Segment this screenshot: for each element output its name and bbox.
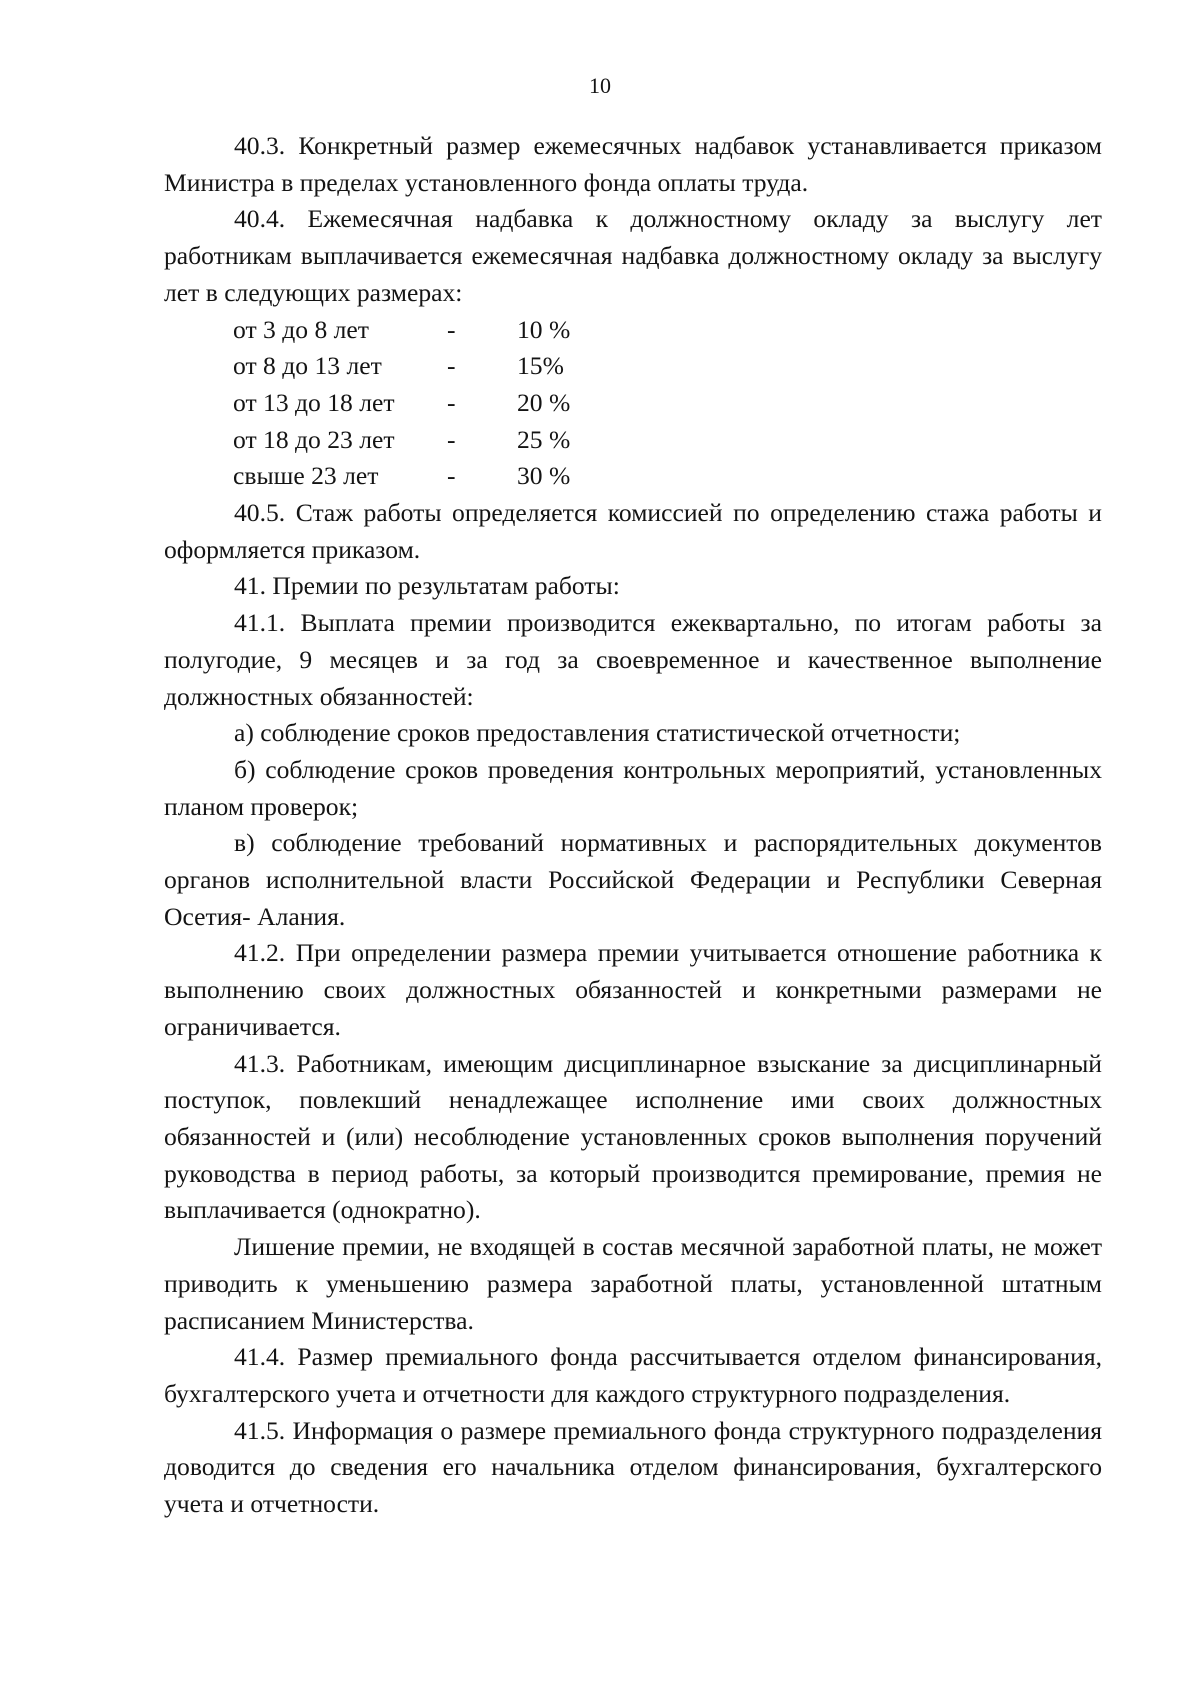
paragraph-41-4: 41.4. Размер премиального фонда рассчитывается отделом финансирования, бухгалтерского учета и отчетности для каждого структурного подразделения. xyxy=(164,1342,1102,1408)
tenure-row xyxy=(233,458,637,495)
tenure-percent: 30 % xyxy=(517,461,571,491)
tenure-percent: 15% xyxy=(517,351,564,381)
tenure-row xyxy=(233,422,637,459)
document-body xyxy=(164,128,1102,1523)
tenure-period: от 3 до 8 лет xyxy=(233,314,369,344)
tenure-period: от 8 до 13 лет xyxy=(233,351,382,381)
paragraph-40-3: 40.3. Конкретный размер ежемесячных надбавок устанавливается приказом Министра в пределах установленного фонда оплаты труда. xyxy=(164,131,1102,197)
tenure-dash: - xyxy=(447,387,456,417)
paragraph-41-1-v: в) соблюдение требований нормативных и распорядительных документов органов исполнительной власти Российской Федерации и Республики Северная Осетия- Алания. xyxy=(164,828,1102,931)
tenure-dash: - xyxy=(447,351,456,381)
tenure-allowance-table xyxy=(233,312,637,496)
paragraph-41-1-a: а) соблюдение сроков предоставления статистической отчетности; xyxy=(234,718,961,748)
paragraph-40-5: 40.5. Стаж работы определяется комиссией по определению стажа работы и оформляется приказом. xyxy=(164,498,1102,564)
paragraph-41-3: 41.3. Работникам, имеющим дисциплинарное взыскание за дисциплинарный поступок, повлекший ненадлежащее исполнение ими своих должностных обязанностей и (или) несоблюдение установленных сроков выполнения поручений руководства в период работы, за который производится премирование, премия не выплачивается (однократно). xyxy=(164,1048,1102,1225)
tenure-row xyxy=(233,385,637,422)
page-number: 10 xyxy=(589,73,611,98)
tenure-percent: 10 % xyxy=(517,314,571,344)
paragraph-41-5: 41.5. Информация о размере премиального фонда структурного подразделения доводится до сведения его начальника отделом финансирования, бухгалтерского учета и отчетности. xyxy=(164,1415,1102,1519)
tenure-percent: 25 % xyxy=(517,424,571,454)
paragraph-bonus-deprivation: Лишение премии, не входящей в состав месячной заработной платы, не может приводить к уменьшению размера заработной платы, установленной штатным расписанием Министерства. xyxy=(164,1232,1102,1335)
tenure-period: свыше 23 лет xyxy=(233,461,379,491)
paragraph-41-1-b: б) соблюдение сроков проведения контрольных мероприятий, установленных планом проверок; xyxy=(164,754,1102,821)
paragraph-40-4: 40.4. Ежемесячная надбавка к должностному окладу за выслугу лет работникам выплачивается ежемесячная надбавка должностному окладу за выслугу лет в следующих размерах: xyxy=(164,204,1102,307)
tenure-dash: - xyxy=(447,314,456,344)
tenure-row xyxy=(233,312,637,349)
tenure-dash: - xyxy=(447,424,456,454)
tenure-period: от 13 до 18 лет xyxy=(233,387,395,417)
paragraph-41-1: 41.1. Выплата премии производится ежеквартально, по итогам работы за полугодие, 9 месяцев и за год за своевременное и качественное выполнение должностных обязанностей: xyxy=(164,608,1102,711)
paragraph-41: 41. Премии по результатам работы: xyxy=(234,571,620,601)
tenure-row xyxy=(233,348,637,385)
paragraph-41-2: 41.2. При определении размера премии учитывается отношение работника к выполнению своих должностных обязанностей и конкретными размерами не ограничивается. xyxy=(164,938,1102,1041)
tenure-dash: - xyxy=(447,461,456,491)
tenure-percent: 20 % xyxy=(517,387,571,417)
tenure-period: от 18 до 23 лет xyxy=(233,424,395,454)
